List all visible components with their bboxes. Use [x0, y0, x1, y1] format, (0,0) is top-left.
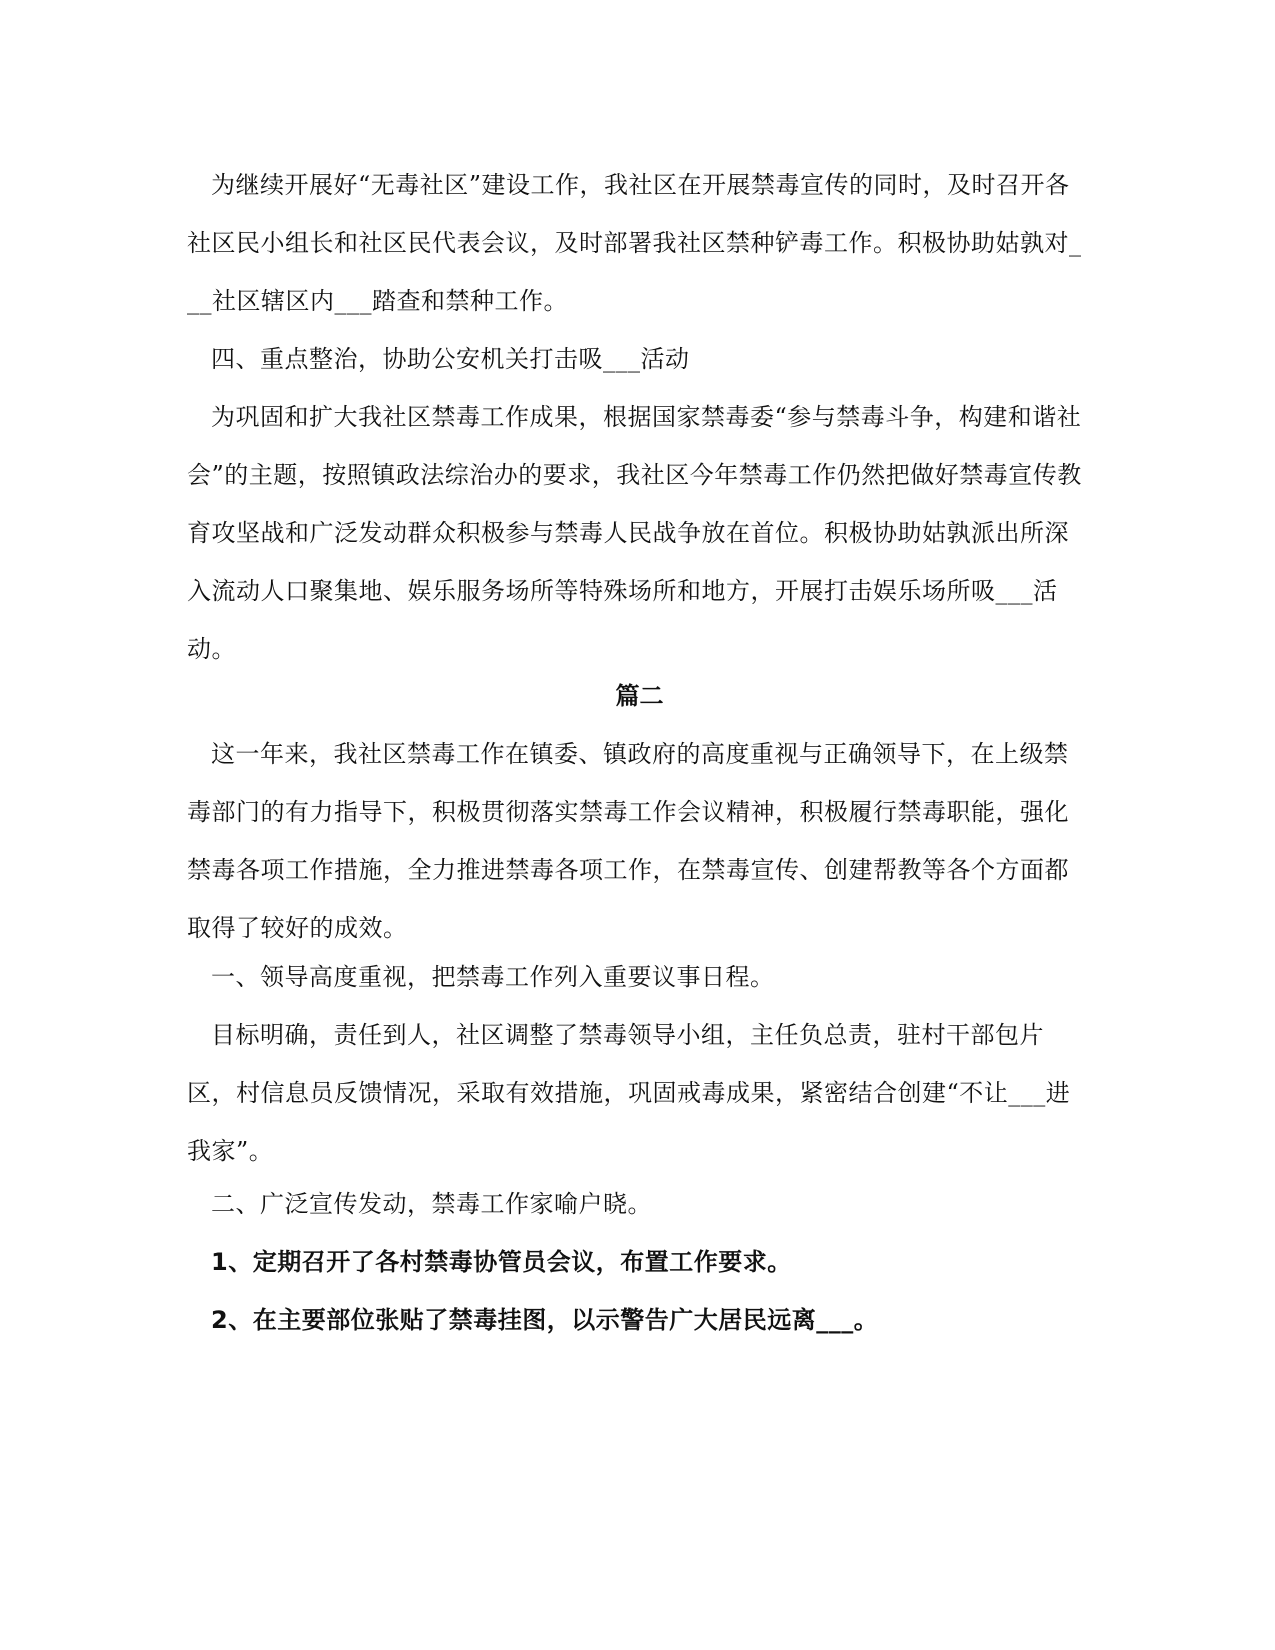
paragraph-clear-goals: 目标明确，责任到人，社区调整了禁毒领导小组，主任负总责，驻村干部包片区，村信息员反馈情况，采取有效措施，巩固戒毒成果，紧密结合创建“不让___进我家”。 — [187, 1021, 1071, 1165]
section-heading-4: 四、重点整治，协助公安机关打击吸___活动 — [211, 345, 690, 373]
list-item-2: 2、在主要部位张贴了禁毒挂图，以示警告广大居民远离___。 — [211, 1306, 879, 1334]
section-heading-1: 一、领导高度重视，把禁毒工作列入重要议事日程。 — [211, 963, 775, 991]
section-heading-2: 二、广泛宣传发动，禁毒工作家喻户晓。 — [211, 1190, 652, 1218]
paragraph-wufu-community: 为继续开展好“无毒社区”建设工作，我社区在开展禁毒宣传的同时，及时召开各社区民小组长和社区民代表会议，及时部署我社区禁种铲毒工作。积极协助姑孰对___社区辖区内___踏查和禁种工作。 — [187, 171, 1082, 315]
paragraph-consolidate-results: 为巩固和扩大我社区禁毒工作成果，根据国家禁毒委“参与禁毒斗争，构建和谐社会”的主题，按照镇政法综治办的要求，我社区今年禁毒工作仍然把做好禁毒宣传教育攻坚战和广泛发动群众积极参与禁毒人民战争放在首位。积极协助姑孰派出所深入流动人口聚集地、娱乐服务场所等特殊场所和地方，开展打击娱乐场所吸___活动。 — [187, 403, 1082, 663]
list-item-1: 1、定期召开了各村禁毒协管员会议，布置工作要求。 — [211, 1248, 792, 1276]
part-two-heading: 篇二 — [615, 681, 664, 710]
paragraph-year-summary: 这一年来，我社区禁毒工作在镇委、镇政府的高度重视与正确领导下，在上级禁毒部门的有力指导下，积极贯彻落实禁毒工作会议精神，积极履行禁毒职能，强化禁毒各项工作措施，全力推进禁毒各项工作，在禁毒宣传、创建帮教等各个方面都取得了较好的成效。 — [187, 740, 1069, 942]
